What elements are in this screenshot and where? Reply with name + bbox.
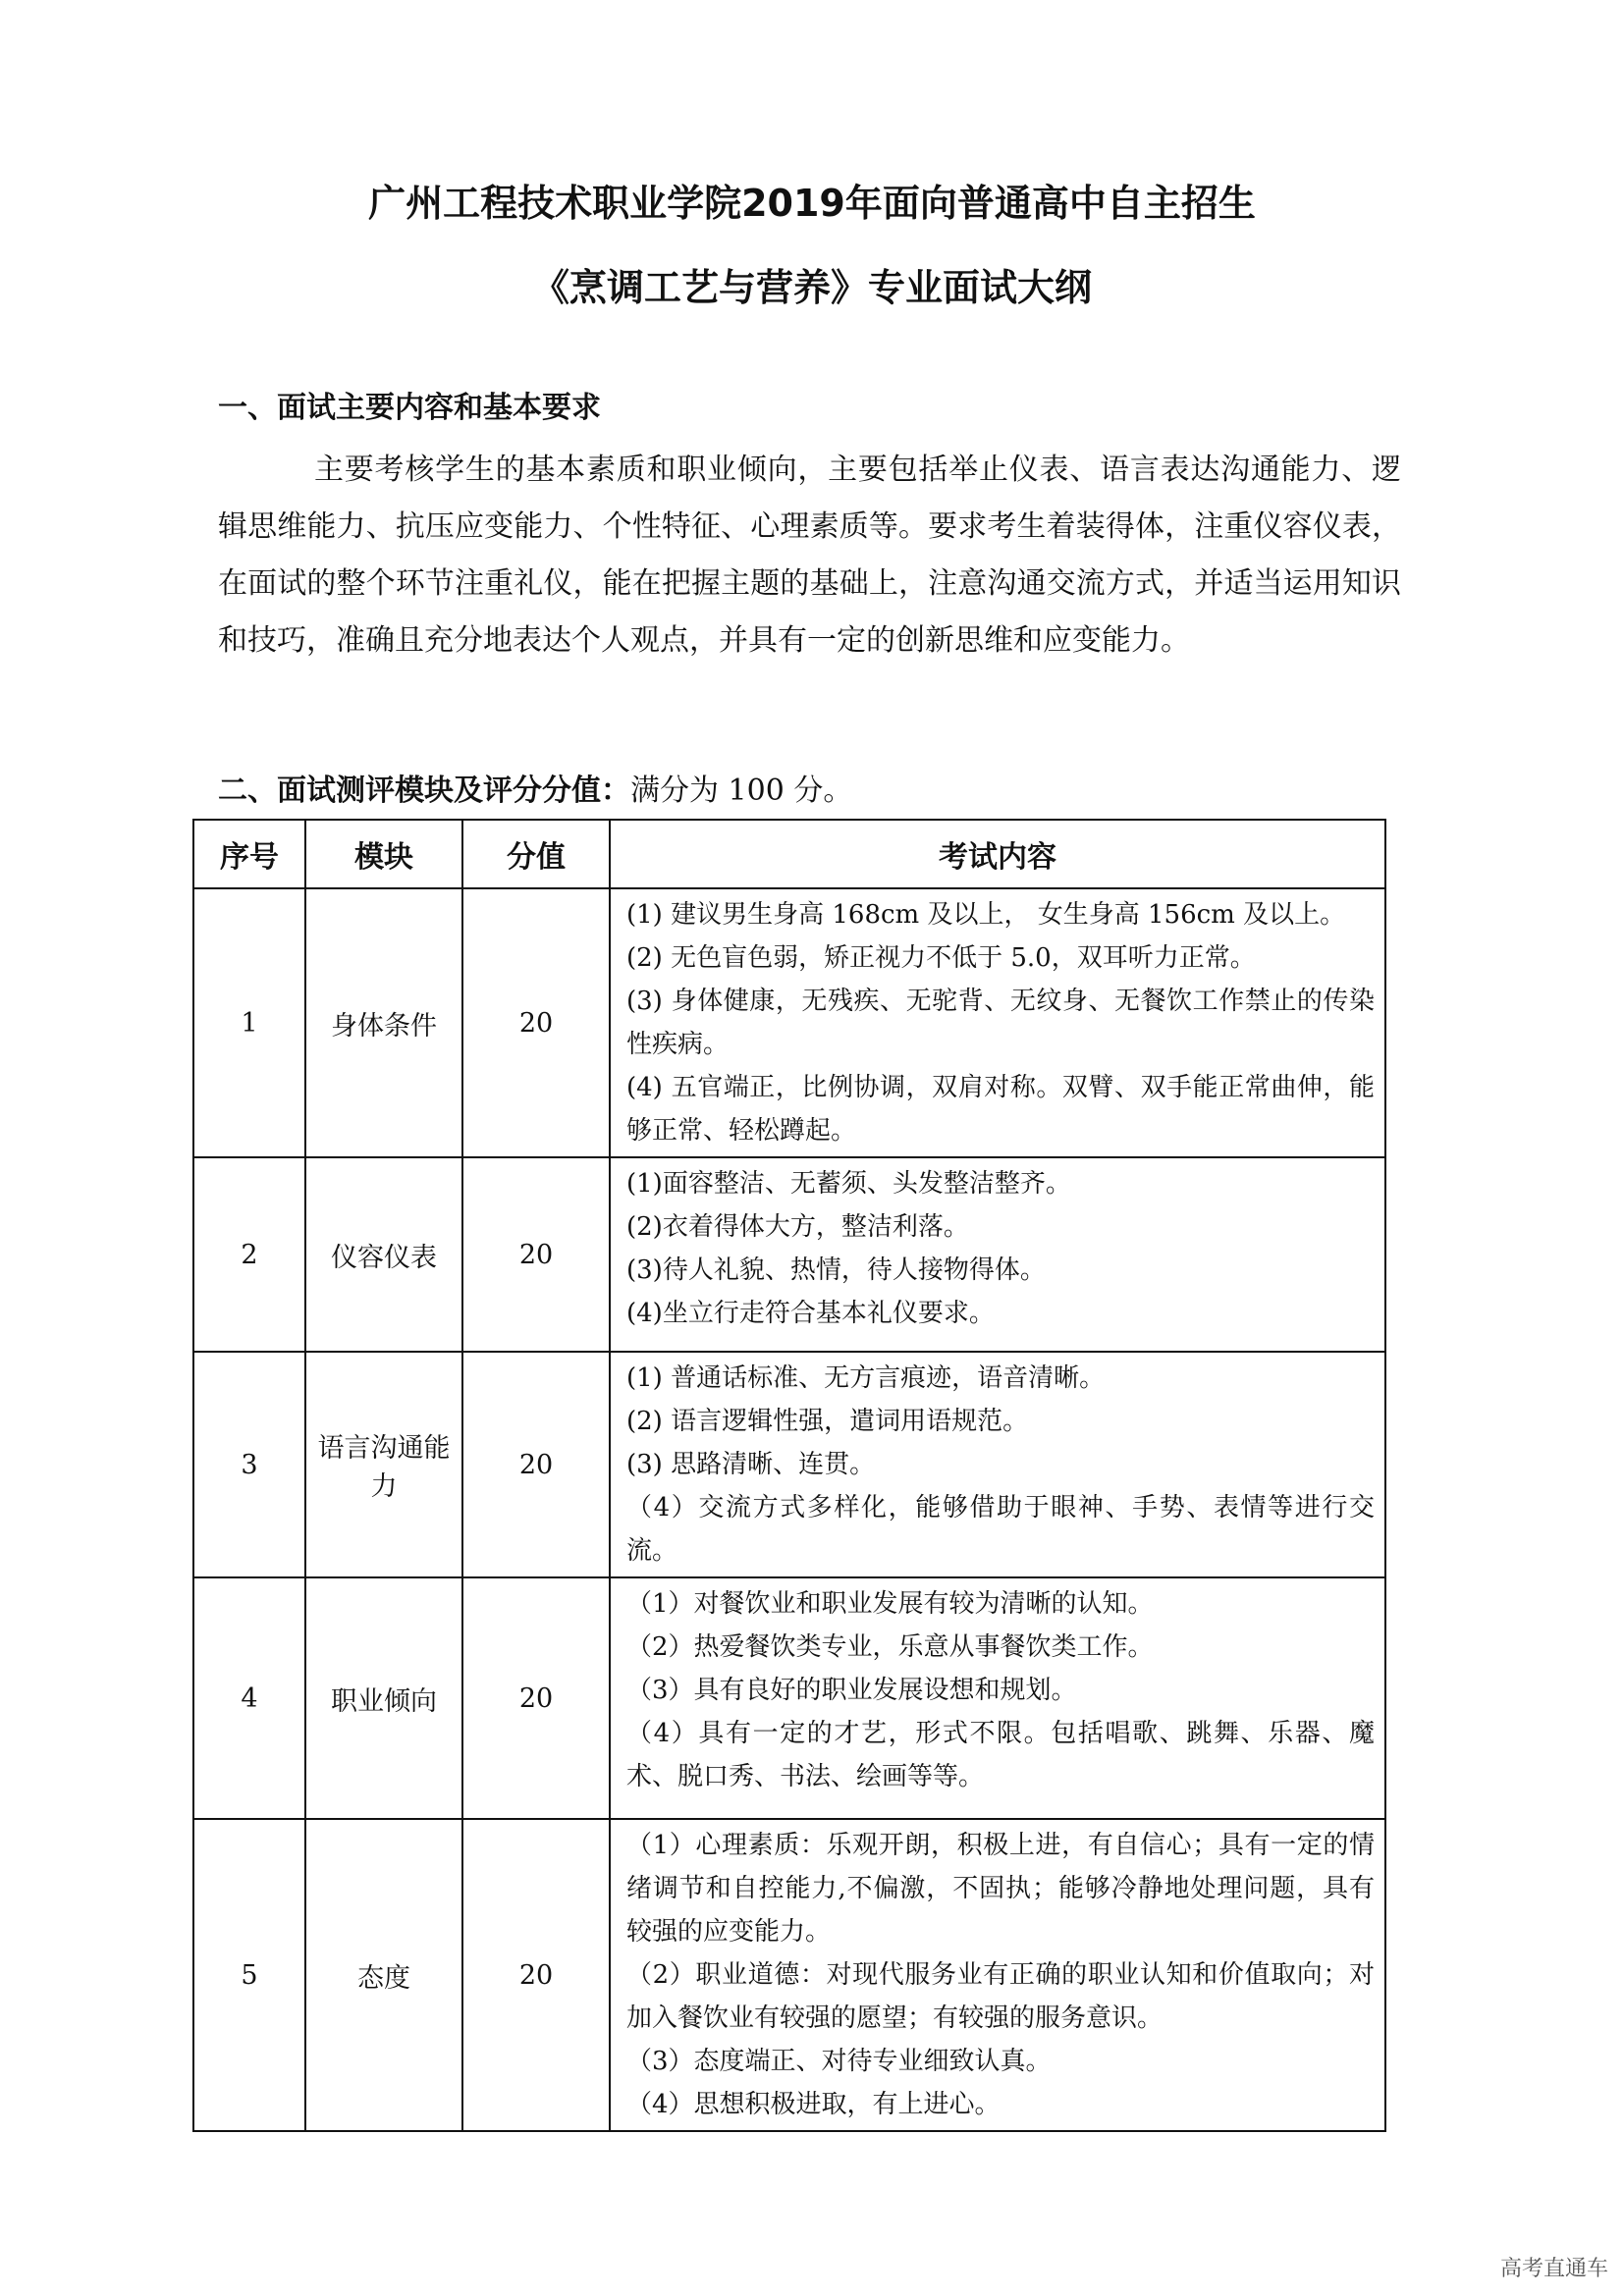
content-item: (3) 身体健康，无残疾、无驼背、无纹身、无餐饮工作禁止的传染性疾病。 — [626, 987, 1375, 1059]
row-num: 2 — [193, 1157, 305, 1352]
section2-heading-label: 二、面试测评模块及评分分值： — [218, 774, 630, 808]
table-header-row — [193, 820, 1385, 888]
header-num: 序号 — [193, 820, 305, 888]
row-score: 20 — [462, 1819, 610, 2131]
table-row — [193, 1157, 1385, 1352]
row-content — [610, 1157, 1385, 1352]
document-subtitle: 《烹调工艺与营养》专业面试大纲 — [531, 266, 1092, 309]
header-score: 分值 — [462, 820, 610, 888]
row-module: 仪容仪表 — [305, 1157, 462, 1352]
watermark: 高考直通车 — [1499, 2257, 1608, 2281]
row-num: 1 — [193, 888, 305, 1157]
content-item: （3）态度端正、对待专业细致认真。 — [626, 2047, 1052, 2076]
scoring-table — [192, 819, 1386, 2132]
row-score: 20 — [462, 1352, 610, 1577]
content-item: (4) 五官端正，比例协调，双肩对称。双臂、双手能正常曲伸，能够正常、轻松蹲起。 — [626, 1073, 1375, 1146]
content-item: （4）交流方式多样化，能够借助于眼神、手势、表情等进行交流。 — [626, 1493, 1375, 1566]
row-score: 20 — [462, 1577, 610, 1819]
content-item: (1) 普通话标准、无方言痕迹，语音清晰。 — [626, 1363, 1106, 1393]
section1-heading: 一、面试主要内容和基本要求 — [218, 391, 601, 425]
content-item: （4）具有一定的才艺，形式不限。包括唱歌、跳舞、乐器、魔术、脱口秀、书法、绘画等等。 — [626, 1719, 1375, 1791]
table-row — [193, 888, 1385, 1157]
content-item: (3) 思路清晰、连贯。 — [626, 1450, 876, 1479]
content-item: (2)衣着得体大方，整洁利落。 — [626, 1212, 969, 1242]
content-item: （2）热爱餐饮类专业，乐意从事餐饮类工作。 — [626, 1632, 1154, 1662]
row-score: 20 — [462, 888, 610, 1157]
content-item: (2) 语言逻辑性强，遣词用语规范。 — [626, 1407, 1029, 1436]
row-module: 态度 — [305, 1819, 462, 2131]
row-content — [610, 1819, 1385, 2131]
header-content: 考试内容 — [610, 820, 1385, 888]
content-item: (4)坐立行走符合基本礼仪要求。 — [626, 1299, 995, 1328]
content-item: （2）职业道德：对现代服务业有正确的职业认知和价值取向；对加入餐饮业有较强的愿望；有较强的服务意识。 — [626, 1960, 1375, 2033]
row-content — [610, 1577, 1385, 1819]
row-num: 4 — [193, 1577, 305, 1819]
row-score: 20 — [462, 1157, 610, 1352]
content-item: （1）心理素质：乐观开朗，积极上进，有自信心；具有一定的情绪调节和自控能力,不偏激，不固执；能够冷静地处理问题，具有较强的应变能力。 — [626, 1831, 1375, 1947]
section1-paragraph: 主要考核学生的基本素质和职业倾向，主要包括举止仪表、语言表达沟通能力、逻辑思维能力、抗压应变能力、个性特征、心理素质等。要求考生着装得体，注重仪容仪表，在面试的整个环节注重礼仪，能在把握主题的基础上，注意沟通交流方式，并适当运用知识和技巧，准确且充分地表达个人观点，并具有一定的创新思维和应变能力。 — [218, 453, 1401, 658]
table-row — [193, 1577, 1385, 1819]
row-module: 语言沟通能力 — [305, 1352, 462, 1577]
section2-heading — [218, 766, 852, 809]
content-item: （1）对餐饮业和职业发展有较为清晰的认知。 — [626, 1589, 1154, 1619]
table-row — [193, 1819, 1385, 2131]
content-item: (2) 无色盲色弱，矫正视力不低于 5.0，双耳听力正常。 — [626, 943, 1256, 973]
row-num: 3 — [193, 1352, 305, 1577]
row-module: 职业倾向 — [305, 1577, 462, 1819]
section2-heading-suffix: 满分为 100 分。 — [630, 774, 853, 808]
content-item: （4）思想积极进取，有上进心。 — [626, 2090, 1001, 2119]
table-row — [193, 1352, 1385, 1577]
row-content — [610, 888, 1385, 1157]
document-title: 广州工程技术职业学院2019年面向普通高中自主招生 — [368, 182, 1256, 225]
content-item: (3)待人礼貌、热情，待人接物得体。 — [626, 1255, 1046, 1285]
content-item: (1) 建议男生身高 168cm 及以上， 女生身高 156cm 及以上。 — [626, 900, 1346, 930]
row-content — [610, 1352, 1385, 1577]
row-module: 身体条件 — [305, 888, 462, 1157]
content-item: (1)面容整洁、无蓄须、头发整洁整齐。 — [626, 1169, 1071, 1199]
content-item: （3）具有良好的职业发展设想和规划。 — [626, 1676, 1077, 1705]
header-module: 模块 — [305, 820, 462, 888]
row-num: 5 — [193, 1819, 305, 2131]
